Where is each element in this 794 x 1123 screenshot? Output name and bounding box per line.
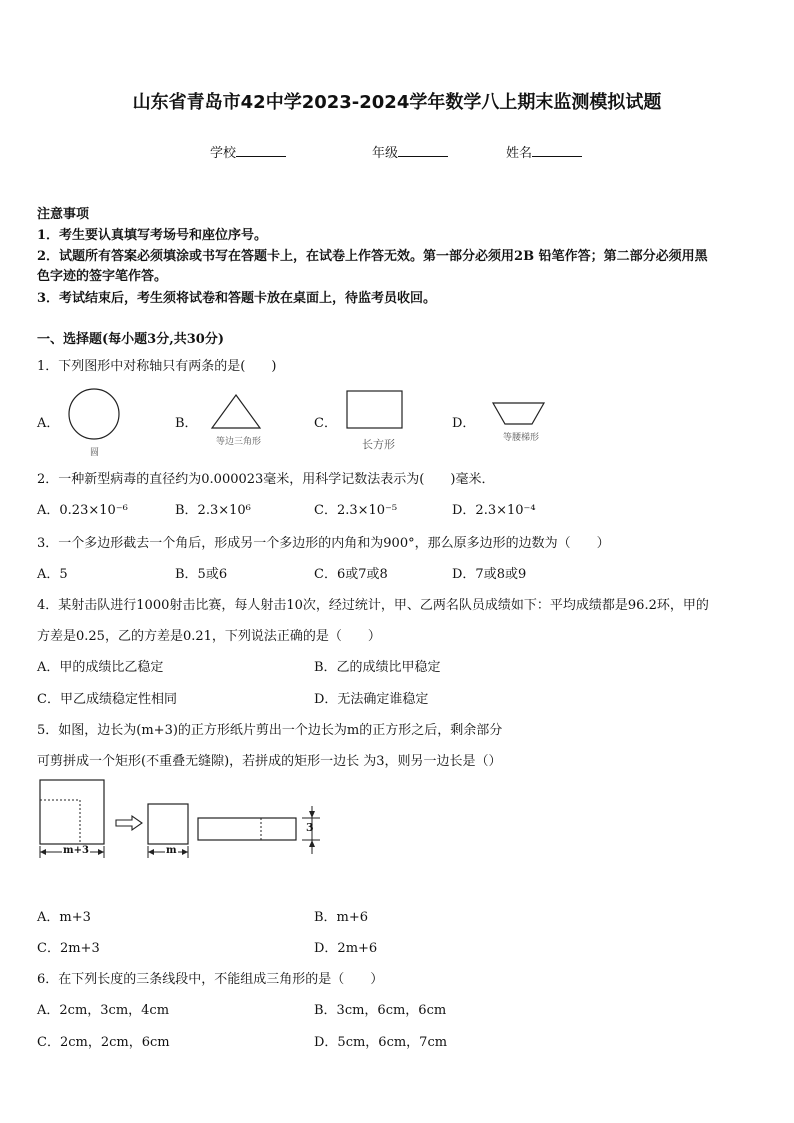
q6-option-d: D．5cm，6cm，7cm bbox=[314, 1035, 448, 1050]
q1-option-b: B． bbox=[175, 416, 198, 431]
q1-option-d: D． bbox=[452, 416, 476, 431]
q1-stem: 1．下列图形中对称轴只有两条的是( ) bbox=[37, 359, 277, 374]
q5-option-c: C．2m+3 bbox=[37, 941, 100, 956]
notice-item: 色字迹的签字笔作答。 bbox=[37, 269, 168, 284]
q1-option-a: A． bbox=[37, 416, 60, 431]
school-field[interactable]: 学校 bbox=[210, 142, 286, 161]
q2-option-a: A．0.23×10⁻⁶ bbox=[37, 503, 128, 518]
q1-caption-d: 等腰梯形 bbox=[503, 433, 540, 443]
q4-option-b: B．乙的成绩比甲稳定 bbox=[314, 660, 441, 675]
q5-option-a: A．m+3 bbox=[37, 910, 91, 925]
q1-caption-b: 等边三角形 bbox=[216, 437, 262, 447]
q4-stem: 4．某射击队进行1000射击比赛，每人射击10次，经过统计，甲、乙两名队员成绩如下：平均成绩都是96.2环，甲的 bbox=[37, 598, 709, 613]
q6-stem: 6．在下列长度的三条线段中，不能组成三角形的是（ ） bbox=[37, 972, 384, 987]
q2-option-c: C．2.3×10⁻⁵ bbox=[314, 503, 398, 518]
q5-label-m-plus-3: m+3 bbox=[63, 845, 89, 856]
q5-option-b: B．m+6 bbox=[314, 910, 369, 925]
grade-field[interactable]: 年级 bbox=[372, 142, 448, 161]
q5-stem: 5．如图，边长为(m+3)的正方形纸片剪出一个边长为m的正方形之后，剩余部分 bbox=[37, 723, 503, 738]
circle-figure bbox=[66, 388, 122, 444]
q4-option-c: C．甲乙成绩稳定性相同 bbox=[37, 692, 177, 707]
trapezoid-figure bbox=[492, 402, 546, 426]
q5-option-d: D．2m+6 bbox=[314, 941, 378, 956]
q3-option-d: D．7或8或9 bbox=[452, 567, 527, 582]
q1-caption-a: 圆 bbox=[90, 448, 100, 458]
q5-label-m: m bbox=[166, 845, 177, 856]
notice-item: 1．考生要认真填写考场号和座位序号。 bbox=[37, 228, 268, 243]
page-title: 山东省青岛市42中学2023-2024学年数学八上期末监测模拟试题 bbox=[132, 92, 662, 113]
q3-option-a: A．5 bbox=[37, 567, 68, 582]
name-field[interactable]: 姓名 bbox=[506, 142, 582, 161]
q4-stem-cont: 方差是0.25，乙的方差是0.21，下列说法正确的是（ ） bbox=[37, 629, 381, 644]
q3-option-c: C．6或7或8 bbox=[314, 567, 388, 582]
q1-caption-c: 长方形 bbox=[362, 438, 395, 451]
notice-item: 3．考试结束后，考生须将试卷和答题卡放在桌面上，待监考员收回。 bbox=[37, 291, 437, 306]
q1-option-c: C． bbox=[314, 416, 337, 431]
q6-option-a: A．2cm，3cm，4cm bbox=[37, 1003, 170, 1018]
section-heading: 一、选择题(每小题3分,共30分) bbox=[37, 332, 224, 347]
q2-option-b: B．2.3×10⁶ bbox=[175, 503, 251, 518]
q4-option-a: A．甲的成绩比乙稳定 bbox=[37, 660, 164, 675]
q5-label-3: 3 bbox=[306, 821, 314, 834]
notice-heading: 注意事项 bbox=[37, 207, 90, 222]
triangle-figure bbox=[210, 394, 262, 430]
rectangle-figure bbox=[346, 390, 404, 430]
q6-option-c: C．2cm，2cm，6cm bbox=[37, 1035, 170, 1050]
q3-option-b: B．5或6 bbox=[175, 567, 228, 582]
q4-option-d: D．无法确定谁稳定 bbox=[314, 692, 429, 707]
notice-item: 2．试题所有答案必须填涂或书写在答题卡上，在试卷上作答无效。第一部分必须用2B 铅笔作答；第二部分必须用黑 bbox=[37, 249, 708, 264]
q5-stem-cont: 可剪拼成一个矩形(不重叠无缝隙)，若拼成的矩形一边长 为3，则另一边长是（） bbox=[37, 754, 502, 769]
q2-option-d: D．2.3×10⁻⁴ bbox=[452, 503, 536, 518]
q6-option-b: B．3cm，6cm，6cm bbox=[314, 1003, 447, 1018]
q2-stem: 2．一种新型病毒的直径约为0.000023毫米，用科学记数法表示为( )毫米． bbox=[37, 472, 495, 487]
q3-stem: 3．一个多边形截去一个角后，形成另一个多边形的内角和为900°，那么原多边形的边数为（ ） bbox=[37, 536, 610, 551]
